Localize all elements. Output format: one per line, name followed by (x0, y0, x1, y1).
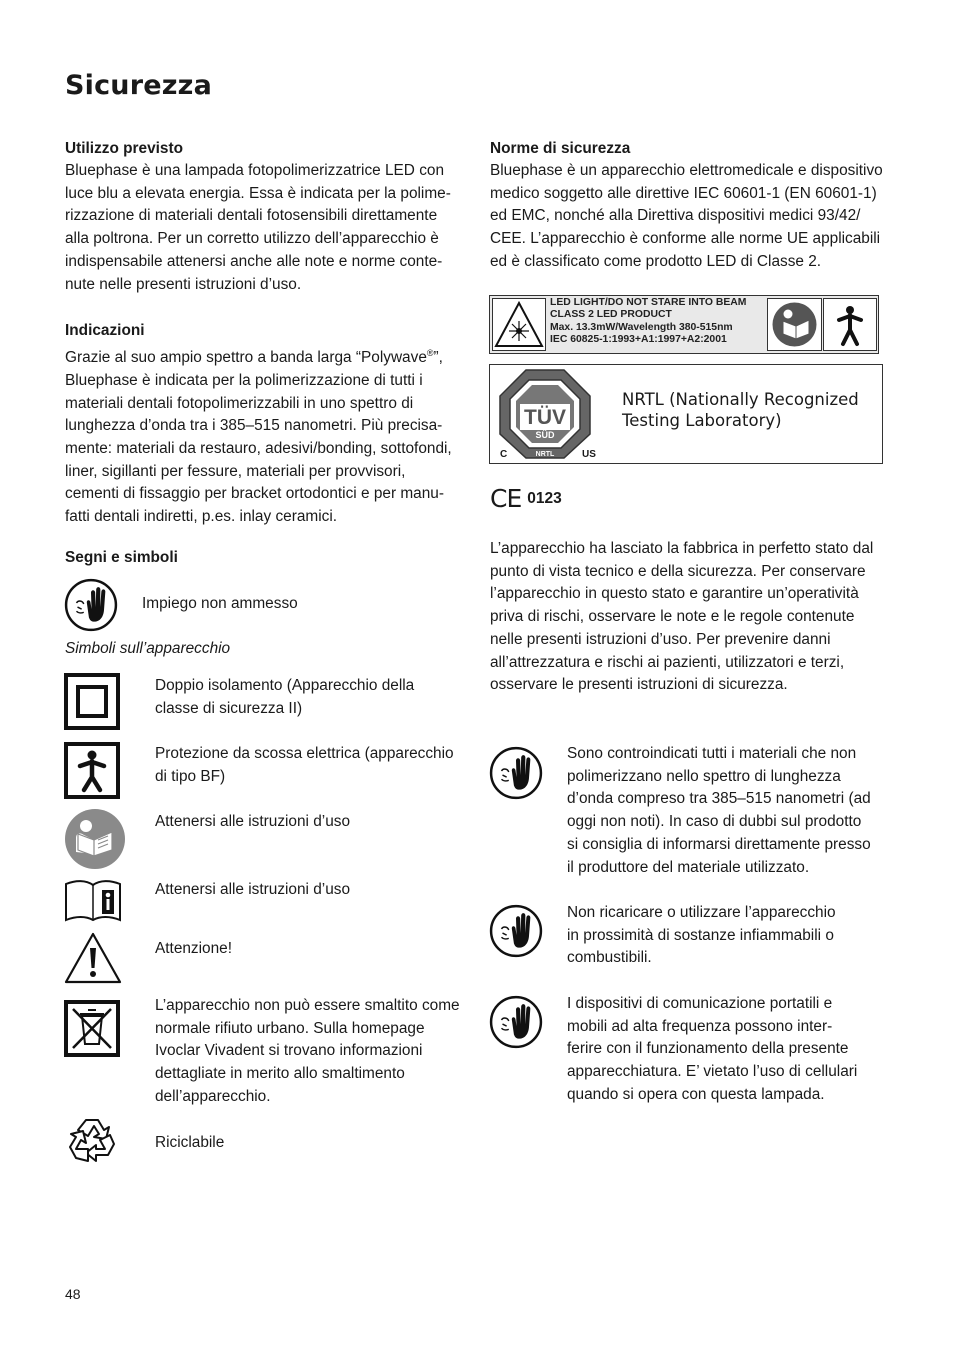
paragraph-line: materiali dentali fotopolimerizzabili in uno spettro di (65, 394, 414, 412)
type-bf-icon (64, 742, 120, 799)
paragraph-line: ed EMC, nonché alla Direttiva dispositivi medici 93/42/ (490, 207, 861, 225)
tuv-certification-box (489, 364, 883, 464)
tuv-us-mark: US (582, 449, 596, 460)
recycle-icon (64, 1114, 120, 1170)
type-bf-small-icon (823, 298, 877, 351)
warning-text: Sono controindicati tutti i materiali che non polimerizzano nello spettro di lunghezza d’onda compreso tra 385–515 nanometri (ad oggi non noti). In caso di dubbi sul prodotto si consiglia di informarsi direttamente presso il produttore del materiale utilizzato. (567, 745, 871, 876)
paragraph-line: Bluephase è una lampada fotopolimerizzatrice LED con (65, 162, 445, 179)
paragraph-line: Bluephase è indicata per la polimerizzazione di tutti i (65, 371, 423, 389)
symbol-text: Attenzione! (155, 940, 233, 957)
symbol-text: Riciclabile (155, 1134, 225, 1151)
factory-paragraph: L’apparecchio ha lasciato la fabbrica in perfetto stato dal punto di vista tecnico e della sicurezza. Per conservare l’apparecchio in questo stato e garantire un’operatività priva di rischi, osservare le note e le regole contenute nelle presenti istruzioni d’uso. Per prevenire danni all’attrezzatura e rischi ai pazienti, utilizzatori e terzi, osservare le presenti istruzioni di sicurezza. (490, 540, 874, 694)
manual-circle-icon (64, 808, 126, 870)
nrtl-description: NRTL (Nationally Recognized Testing Laboratory) (622, 390, 859, 430)
paragraph-line: Bluephase è un apparecchio elettromedicale e dispositivo (490, 162, 883, 179)
crossed-bin-icon (64, 1000, 120, 1057)
section-norme (490, 138, 900, 274)
led-label-text: LED LIGHT/DO NOT STARE INTO BEAM CLASS 2 LED PRODUCT Max. 13.3mW/Wavelength 380-515nm IEC 60825-1:1993+A1:1997+A2:2001 (550, 297, 747, 346)
laser-starburst-icon (492, 298, 546, 351)
page-title: Sicurezza (65, 70, 213, 101)
paragraph-line: CEE. L’apparecchio è conforme alle norme UE applicabili (490, 230, 881, 248)
ce-mark (490, 484, 562, 513)
tuv-nrtl-text: NRTL (535, 451, 555, 458)
ce-logo: CE (490, 484, 522, 513)
paragraph-line: lunghezza d’onda tra i 385–515 nanometri. Più precisa- (65, 417, 443, 435)
prohibited-hand-icon (489, 995, 543, 1049)
warning-text: Non ricaricare o utilizzare l’apparecchio in prossimità di sostanze infiammabili o combustibili. (567, 904, 836, 967)
paragraph-line: nute nelle presenti istruzioni d’uso. (65, 275, 302, 293)
paragraph-line: cementi di fissaggio per bracket ortodontici e per manu- (65, 485, 444, 503)
symbol-text: Attenersi alle istruzioni d’uso (155, 813, 351, 830)
prohibited-hand-icon (64, 578, 118, 632)
paragraph-line: Grazie al suo ampio spettro a banda larga “Polywave®”, (65, 348, 443, 367)
section-heading: Norme di sicurezza (490, 140, 631, 157)
symbol-text: Attenersi alle istruzioni d’uso (155, 881, 351, 898)
led-warning-label (489, 295, 879, 354)
page-number: 48 (65, 1286, 81, 1302)
manual-circle-small-icon (767, 298, 822, 351)
tuv-sud-text: SÜD (535, 430, 555, 440)
symbols-subheading: Simboli sull’apparecchio (65, 640, 231, 657)
paragraph-line: fatti dentali indiretti, p.es. inlay ceramici. (65, 508, 338, 526)
warning-text: I dispositivi di comunicazione portatili e mobili ad alta frequenza possono inter- ferire con il funzionamento della presente apparecchiatura. E’ vietato l’uso di cellulari quando si opera con questa lampada. (567, 995, 858, 1103)
section-indicazioni (65, 320, 465, 529)
section-utilizzo (65, 138, 465, 296)
section-heading: Indicazioni (65, 322, 145, 339)
symbol-text: Doppio isolamento (Apparecchio della classe di sicurezza II) (155, 677, 415, 717)
registered-mark: ® (426, 348, 434, 358)
warning-triangle-icon (64, 932, 122, 984)
prohibited-hand-icon (489, 904, 543, 958)
paragraph-line: indispensabile attenersi anche alle note e norme conte- (65, 252, 443, 270)
ce-number: 0123 (527, 490, 562, 507)
paragraph-line: alla poltrona. Per un corretto utilizzo dell’apparecchio è (65, 230, 439, 248)
symbol-text: L’apparecchio non può essere smaltito come normale rifiuto urbano. Sulla homepage Ivoclar Vivadent si trovano informazioni dettagliate in merito allo smaltimento dell’apparecchio. (155, 997, 460, 1105)
paragraph-line: ed è classificato come prodotto LED di Classe 2. (490, 252, 822, 270)
tuv-c-mark: C (500, 449, 508, 460)
paragraph-line: mente: materiali da restauro, adesivi/bonding, sottofondi, (65, 439, 452, 457)
tuv-logo-text: TÜV (524, 406, 566, 429)
manual-book-icon (64, 880, 122, 922)
impiego-label: Impiego non ammesso (142, 595, 298, 612)
paragraph-line: rizzazione di materiali dentali fotosensibili direttamente (65, 207, 438, 225)
paragraph-line: liner, sigillanti per fessure, materiali per provvisori, (65, 462, 406, 480)
paragraph-line: medico soggetto alle direttive IEC 60601-1 (EN 60601-1) (490, 184, 877, 202)
paragraph-line: luce blu a elevata energia. Essa è indicata per la polime- (65, 184, 451, 202)
double-insulation-icon (64, 673, 120, 730)
symbol-text: Protezione da scossa elettrica (apparecchio di tipo BF) (155, 745, 454, 785)
tuv-sud-logo (498, 368, 592, 460)
prohibited-hand-icon (489, 746, 543, 800)
section-heading-segni: Segni e simboli (65, 549, 178, 566)
section-heading: Utilizzo previsto (65, 140, 184, 157)
